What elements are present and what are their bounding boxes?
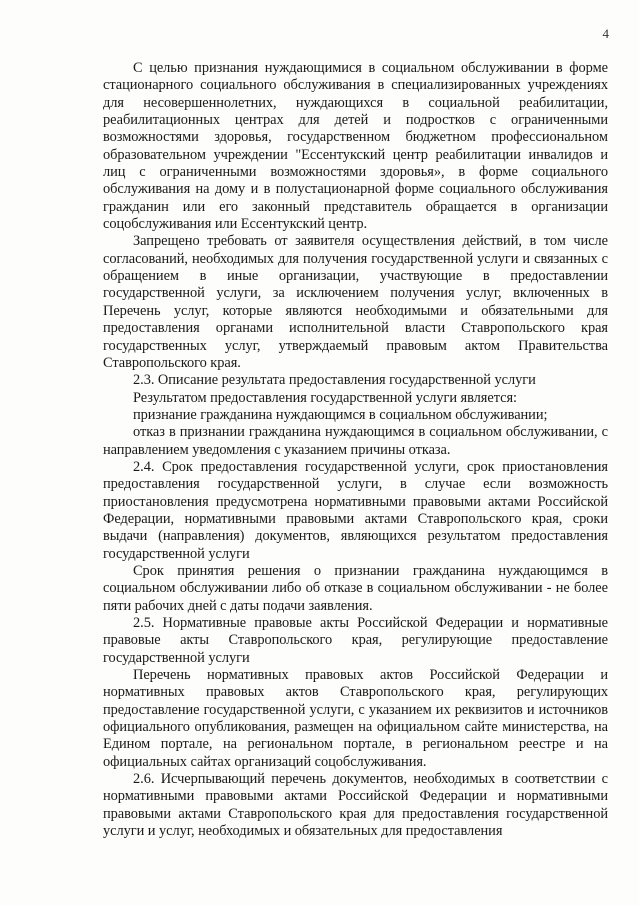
section-heading-2-5: 2.5. Нормативные правовые акты Российской Федерации и нормативные правовые акты Ставропольского края, регулирующие предоставление государственной услуги [103, 615, 608, 666]
list-item-recognition: признание гражданина нуждающимся в социальном обслуживании; [133, 406, 548, 423]
paragraph-result-intro: Результатом предоставления государственной услуги является: [133, 389, 517, 406]
paragraph-legal-acts-list: Перечень нормативных правовых актов Российской Федерации и нормативных правовых актов Ставропольского края, регулирующих предоставление государственной услуги, с указанием их реквизитов и источников официального опубликования, размещен на официальном сайте министерства, на Едином портале, на региональном портале, в региональном реестре и на официальных сайтах организаций соцобслуживания. [103, 667, 608, 770]
section-heading-2-4: 2.4. Срок предоставления государственной услуги, срок приостановления предоставления государственной услуги, в случае если возможность приостановления предусмотрена нормативными правовыми актами Российской Федерации, нормативными правовыми актами Ставропольского края, сроки выдачи (направления) документов, являющихся результатом предоставления государственной услуги [103, 458, 608, 562]
section-heading-2-3: 2.3. Описание результата предоставления государственной услуги [133, 372, 536, 389]
paragraph-recognition-purpose: С целью признания нуждающимися в социальном обслуживании в форме стационарного социального обслуживания в специализированных учреждениях для несовершеннолетних, нуждающихся в социальной реабилитации, реабилитационных центрах для детей и подростков с ограниченными возможностями здоровья, государственном бюджетном профессиональном образовательном учреждении "Ессентукский центр реабилитации инвалидов и лиц с ограниченными возможностями здоровья», в форме социального обслуживания на дому и в полустационарной форме социального обслуживания гражданин или его законный представитель обращается в организации соцобслуживания или Ессентукский центр. [103, 60, 608, 233]
list-item-refusal: отказ в признании гражданина нуждающимся в социальном обслуживании, с направлением уведомления с указанием причины отказа. [103, 424, 608, 458]
section-heading-2-6: 2.6. Исчерпывающий перечень документов, необходимых в соответствии с нормативными правовыми актами Российской Федерации и нормативными правовыми актами Ставропольского края для предоставления государственной услуги и услуг, необходимых и обязательных для предоставления [103, 771, 608, 840]
paragraph-prohibited-requirements: Запрещено требовать от заявителя осуществления действий, в том числе согласований, необходимых для получения государственной услуги и связанных с обращением в иные организации, участвующие в предоставлении государственной услуги, за исключением получения услуг, включенных в Перечень услуг, которые являются необходимыми и обязательными для предоставления органами исполнительной власти Ставропольского края государственных услуг, утверждаемый правовым актом Правительства Ставропольского края. [103, 233, 608, 371]
paragraph-decision-term: Срок принятия решения о признании гражданина нуждающимся в социальном обслуживании либо об отказе в социальном обслуживании - не более пяти рабочих дней с даты подачи заявления. [103, 562, 608, 614]
page-number: 4 [602, 26, 609, 41]
document-body [103, 60, 608, 840]
